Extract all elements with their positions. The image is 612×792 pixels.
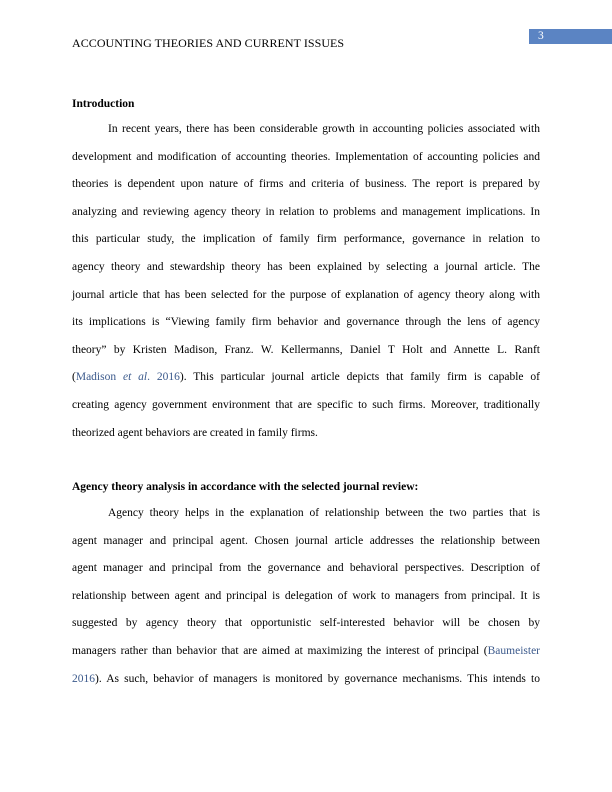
citation-name: Madison <box>75 371 123 384</box>
paragraph-line <box>72 666 540 694</box>
citation-link-baumeister[interactable]: Baumeister <box>487 644 540 657</box>
paragraph-line: theories is dependent upon nature of firms and criteria of business. The report is prepared by <box>72 178 540 191</box>
introduction-heading: Introduction <box>72 98 135 110</box>
introduction-paragraph <box>72 116 540 447</box>
agency-paragraph <box>72 500 540 693</box>
page-number: 3 <box>538 30 544 42</box>
paragraph-line: Agency theory helps in the explanation of relationship between the two parties that is <box>108 507 540 519</box>
agency-section-heading: Agency theory analysis in accordance with the selected journal review: <box>72 481 419 493</box>
paragraph-line: In recent years, there has been considerable growth in accounting policies associated with <box>108 123 540 135</box>
paragraph-line: this particular study, the implication of family firm performance, governance in relation to <box>72 233 540 246</box>
citation-link-madison[interactable] <box>76 371 180 383</box>
paragraph-line <box>72 364 540 392</box>
citation-year: . 2016 <box>147 371 180 384</box>
paragraph-line: agency theory and stewardship theory has been explained by selecting a journal article. The <box>72 260 540 273</box>
paragraph-line: agent manager and principal from the governance and behavioral perspectives. Description of <box>72 562 540 575</box>
paragraph-line: theory” by Kristen Madison, Franz. W. Kellermanns, Daniel T Holt and Annette L. Ranft <box>72 343 540 356</box>
line-text: managers rather than behavior that are aimed at maximizing the interest of principal ( <box>72 644 488 657</box>
paragraph-line <box>72 638 540 666</box>
paragraph-line: development and modification of accounting theories. Implementation of accounting policies and <box>72 150 540 163</box>
paragraph-line: creating agency government environment that are specific to such firms. Moreover, traditionally <box>72 398 540 411</box>
paragraph-line: suggested by agency theory that opportunistic self-interested behavior will be chosen by <box>72 617 540 630</box>
paragraph-line: journal article that has been selected for the purpose of explanation of agency theory along with <box>72 288 540 301</box>
line-rest: ). This particular journal article depicts that family firm is capable of <box>179 371 540 384</box>
running-head: ACCOUNTING THEORIES AND CURRENT ISSUES <box>72 36 345 50</box>
paragraph-line: analyzing and reviewing agency theory in relation to problems and management implications. In <box>72 205 540 218</box>
paren-open: ( <box>72 371 76 384</box>
page-number-box <box>529 29 612 44</box>
paragraph-line: agent manager and principal agent. Chosen journal article addresses the relationship between <box>72 534 540 547</box>
paragraph-line: relationship between agent and principal is delegation of work to managers from principal. It is <box>72 589 540 602</box>
paragraph-line: its implications is “Viewing family firm behavior and governance through the lens of agency <box>72 316 540 329</box>
line-rest: ). As such, behavior of managers is monitored by governance mechanisms. This intends to <box>95 672 540 685</box>
paragraph-line: theorized agent behaviors are created in family firms. <box>72 426 318 439</box>
citation-link-baumeister-year[interactable]: 2016 <box>72 672 95 685</box>
citation-etal: et al <box>122 371 148 384</box>
